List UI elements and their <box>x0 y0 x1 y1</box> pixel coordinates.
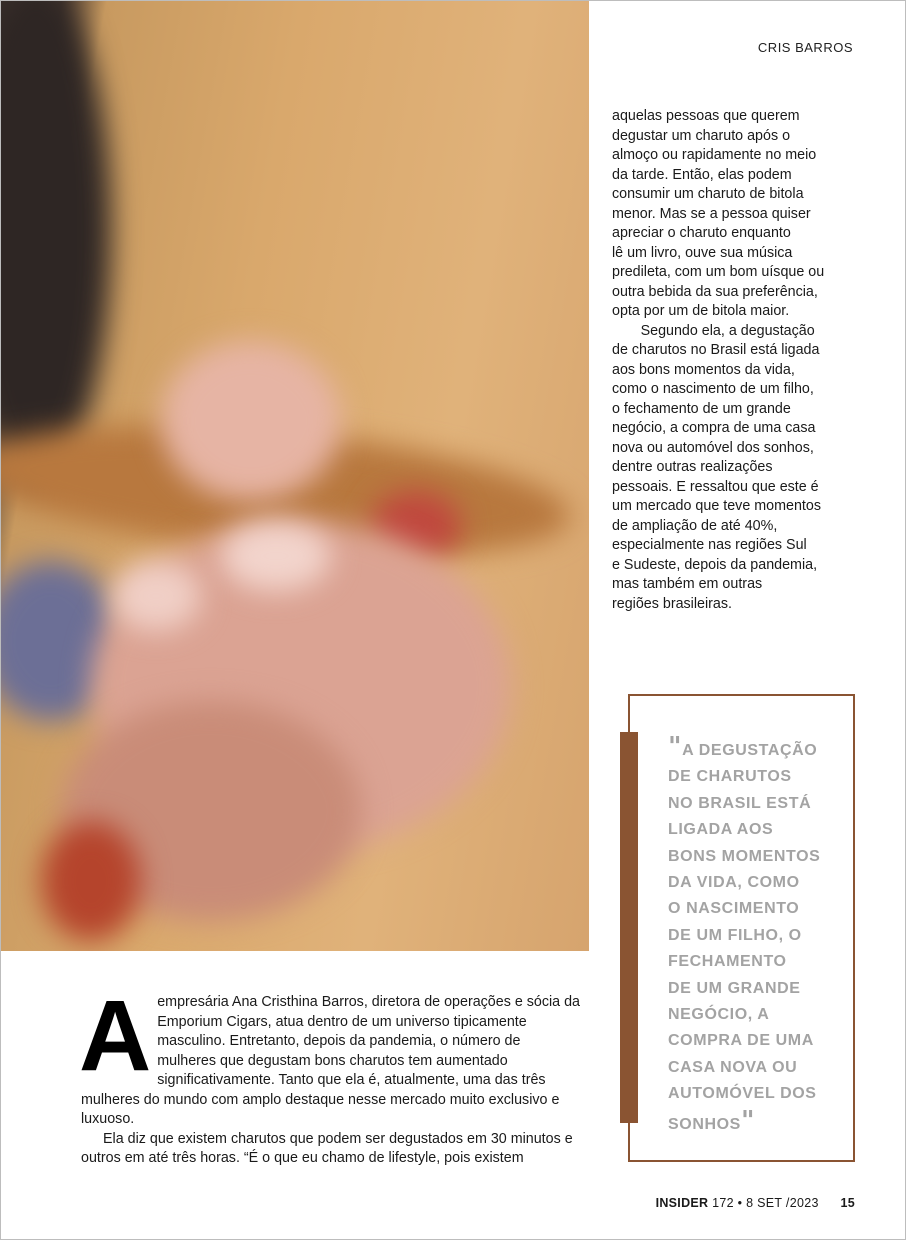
drop-cap: A <box>79 980 152 1092</box>
close-quote-mark: " <box>740 1105 756 1136</box>
pull-quote <box>668 734 843 1138</box>
paragraph: Ela diz que existem charutos que podem ser degustados em 30 minutos e outros em até três horas. “É o que eu chamo de lifestyle, pois existem <box>81 1130 573 1166</box>
cigar-hand-photo <box>1 1 589 951</box>
issue-info: 172 • 8 SET /2023 <box>712 1196 819 1210</box>
paragraph: Segundo ela, a degustação de charutos no Brasil está ligada aos bons momentos da vida, como o nascimento de um filho, o fechamento de um grande negócio, a compra de uma casa nova ou automóvel dos sonhos, dentre outras realizações pessoais. E ressaltou que este é um mercado que teve momentos de ampliação de até 40%, especialmente nas regiões Sul e Sudeste, depois da pandemia, mas também em outras regiões brasileiras. <box>612 322 821 612</box>
pull-quote-accent-bar <box>620 732 638 1123</box>
pull-quote-text: A DEGUSTAÇÃO DE CHARUTOS NO BRASIL ESTÁ LIGADA AOS BONS MOMENTOS DA VIDA, COMO O NASCIMENTO DE UM FILHO, O FECHAMENTO DE UM GRANDE NEGÓCIO, A COMPRA DE UMA CASA NOVA OU AUTOMÓVEL DOS SONHOS <box>668 742 821 1133</box>
right-column-text <box>612 107 862 614</box>
article-body <box>79 980 583 1169</box>
paragraph: aquelas pessoas que querem degustar um charuto após o almoço ou rapidamente no meio da tarde. Então, elas podem consumir um charuto de bitola menor. Mas se a pessoa quiser apreciar o charuto enquanto lê um livro, ouve sua música predileta, com um bom uísque ou outra bebida da sua preferência, opta por um de bitola maior. <box>612 108 825 319</box>
open-quote-mark: " <box>668 732 683 762</box>
magazine-name: INSIDER <box>655 1196 709 1210</box>
page-footer <box>656 1196 855 1210</box>
page-number: 15 <box>840 1196 855 1210</box>
author-name: CRIS BARROS <box>757 40 853 55</box>
paragraph: empresária Ana Cristhina Barros, diretora de operações e sócia da Emporium Cigars, atua dentro de um universo tipicamente masculino. Entretanto, depois da pandemia, o número de mulheres que degustam bons charutos tem aumentado significativamente. Tanto que ela é, atualmente, uma das três mulheres do mundo com amplo destaque nesse mercado muito exclusivo e luxuoso. <box>81 994 580 1127</box>
